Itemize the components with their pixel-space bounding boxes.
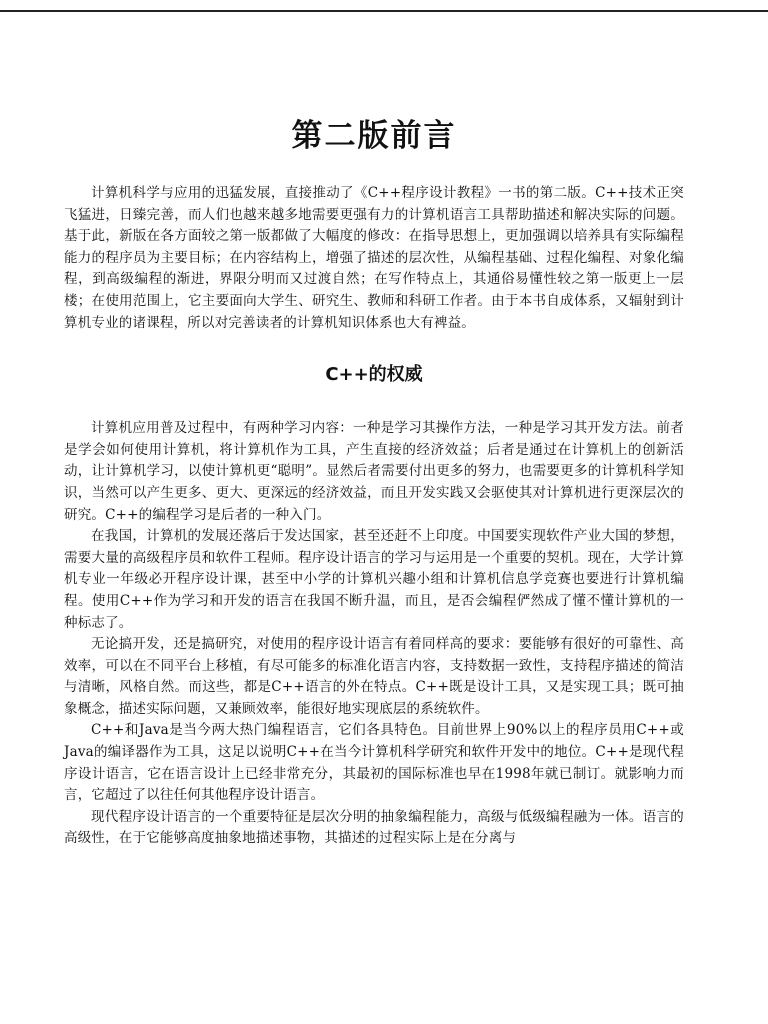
intro-paragraph: 计算机科学与应用的迅猛发展，直接推动了《C++程序设计教程》一书的第二版。C++技术正突飞猛进，日臻完善，而人们也越来越多地需要更强有力的计算机语言工具帮助描述和解决实际的问题。基于此，新版在各方面较之第一版都做了大幅度的修改：在指导思想上，更加强调以培养具有实际编程能力的程序员为主要目标；在内容结构上，增强了描述的层次性，从编程基础、过程化编程、对象化编程，到高级编程的渐进，界限分明而又过渡自然；在写作特点上，其通俗易懂性较之第一版更上一层楼；在使用范围上，它主要面向大学生、研究生、教师和科研工作者。由于本书自成体系，又辐射到计算机专业的诸课程，所以对完善读者的计算机知识体系也大有裨益。 [64, 185, 684, 331]
section-heading-wrap [64, 360, 684, 390]
section-heading: C++的权威 [325, 364, 423, 386]
body-paragraph-2: 在我国，计算机的发展还落后于发达国家，甚至还赶不上印度。中国要实现软件产业大国的梦想，需要大量的高级程序员和软件工程师。程序设计语言的学习与运用是一个重要的契机。现在，大学计算机专业一年级必开程序设计课，甚至中小学的计算机兴趣小组和计算机信息学竞赛也要进行计算机编程。使用C++作为学习和开发的语言在我国不断升温，而且，是否会编程俨然成了懂不懂计算机的一种标志了。 [64, 528, 684, 631]
body-paragraph-3: 无论搞开发，还是搞研究，对使用的程序设计语言有着同样高的要求：要能够有很好的可靠性、高效率，可以在不同平台上移植，有尽可能多的标准化语言内容，支持数据一致性，支持程序描述的简洁与清晰，风格自然。而这些，都是C++语言的外在特点。C++既是设计工具，又是实现工具；既可抽象概念，描述实际问题，又兼顾效率，能很好地实现底层的系统软件。 [64, 636, 684, 717]
body-paragraph-1: 计算机应用普及过程中，有两种学习内容：一种是学习其操作方法，一种是学习其开发方法。前者是学会如何使用计算机，将计算机作为工具，产生直接的经济效益；后者是通过在计算机上的创新活动，让计算机学习，以使计算机更“聪明”。显然后者需要付出更多的努力，也需要更多的计算机科学知识，当然可以产生更多、更大、更深远的经济效益，而且开发实践又会驱使其对计算机进行更深层次的研究。C++的编程学习是后者的一种入门。 [64, 420, 684, 523]
book-page [64, 0, 684, 850]
page-title: 第二版前言 [291, 118, 457, 154]
body-paragraph-4: C++和Java是当今两大热门编程语言，它们各具特色。目前世界上90%以上的程序员用C++或Java的编译器作为工具，这足以说明C++在当今计算机科学研究和软件开发中的地位。C++是现代程序设计语言，它在语言设计上已经非常充分，其最初的国际标准也早在1998年就已制订。就影响力而言，它超过了以往任何其他程序设计语言。 [64, 722, 684, 804]
body-paragraph-5: 现代程序设计语言的一个重要特征是层次分明的抽象编程能力，高级与低级编程融为一体。语言的高级性，在于它能够高度抽象地描述事物，其描述的过程实际上是在分离与 [64, 808, 684, 847]
